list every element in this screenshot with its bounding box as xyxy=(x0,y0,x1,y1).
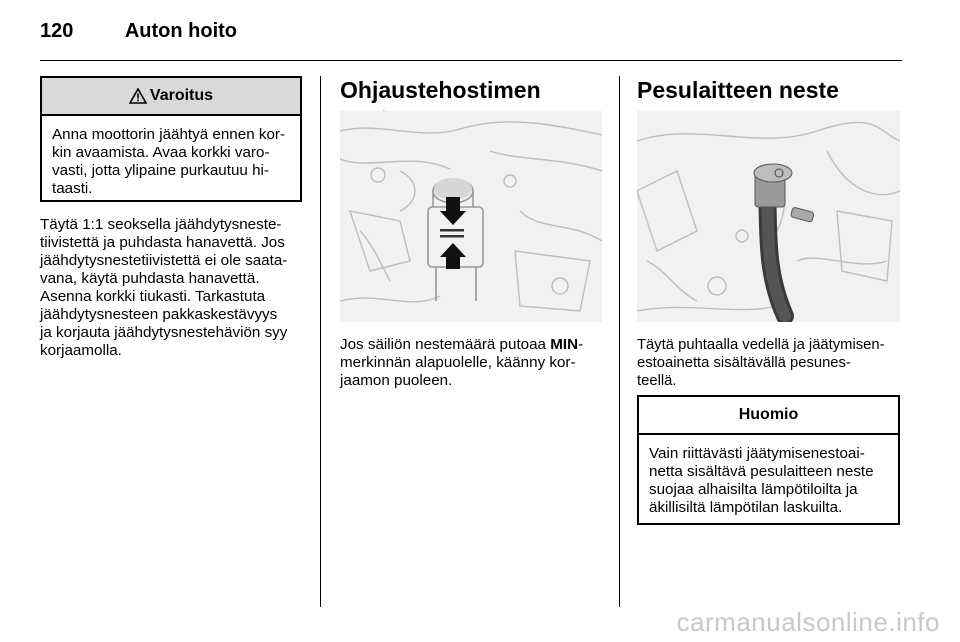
section-title: Auton hoito xyxy=(124,20,238,42)
coolant-instructions: Täytä 1:1 seoksella jäähdytysneste- tiivistettä ja puhdasta hanavettä. Jos jäähdytysnestetiivistettä ei ole saata- vana, käytä puhdasta hanavettä. Asenna korkki tiukasti. Tarkastuta jäähdytysnesteen pakkaskestävyys ja korjauta jäähdytysnestehäviön syy korjaamolla. xyxy=(40,216,288,359)
left-column xyxy=(40,76,302,360)
column-divider-right xyxy=(619,76,620,607)
watermark: carmanualsonline.info xyxy=(676,607,940,637)
washer-fluid-text: Täytä puhtaalla vedellä ja jäätymisen- estoainetta sisältävällä pesunes- teellä. xyxy=(637,337,885,389)
warning-triangle-icon xyxy=(129,88,147,104)
middle-paragraph-wrap xyxy=(340,336,602,390)
washer-fluid-heading: Pesulaitteen neste xyxy=(637,77,839,103)
header-rule xyxy=(40,60,902,61)
note-box-title: Huomio xyxy=(738,406,799,423)
warning-box-title: Varoitus xyxy=(149,87,214,104)
warning-box-header xyxy=(42,78,300,116)
min-marking: MIN xyxy=(550,336,579,353)
power-steering-reservoir-photo xyxy=(340,111,602,322)
note-box-header xyxy=(639,397,898,435)
power-steering-text-end: - merkinnän alapuolelle, käänny kor- jaamon puoleen. xyxy=(340,336,584,389)
column-divider-left xyxy=(320,76,321,607)
note-box xyxy=(637,395,900,525)
warning-box-text: Anna moottorin jäähtyä ennen kor- kin avaamista. Avaa korkki varo- vasti, jotta ylipaine purkautuu hi- taasti. xyxy=(52,126,286,197)
page-header xyxy=(40,20,237,43)
right-paragraph-wrap xyxy=(637,336,900,390)
page-number: 120 xyxy=(40,20,74,42)
power-steering-text-start: Jos säiliön nestemäärä putoaa xyxy=(340,336,551,353)
power-steering-text xyxy=(340,336,602,390)
note-box-text: Vain riittävästi jäätymisenestoai- netta sisältävä pesulaitteen neste suojaa alhaisilta lämpötiloilta ja äkillisiltä lämpötilan laskuilta. xyxy=(649,445,874,516)
washer-fluid-reservoir-photo xyxy=(637,111,900,322)
warning-box xyxy=(40,76,302,202)
power-steering-heading: Ohjaustehostimen xyxy=(340,77,541,103)
right-column xyxy=(637,76,900,104)
